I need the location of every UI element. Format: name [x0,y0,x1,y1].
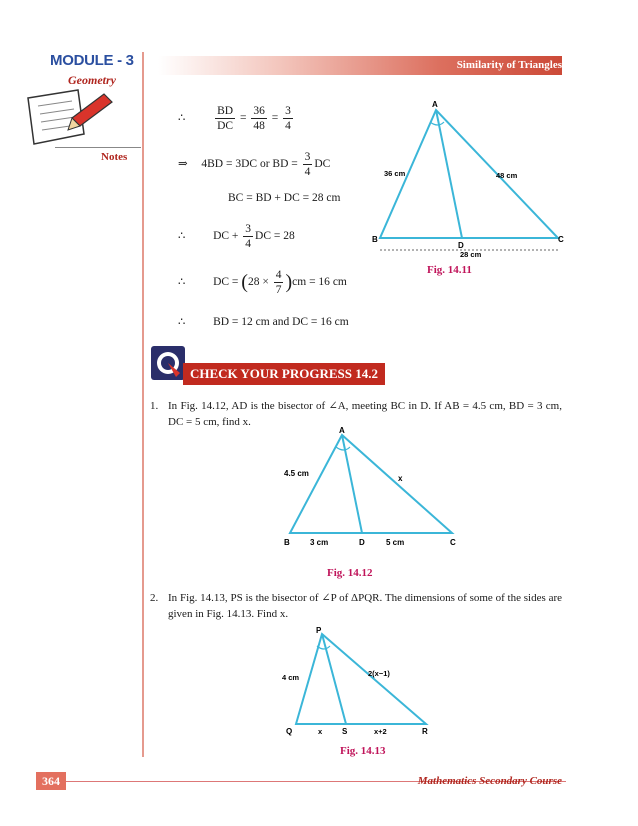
fig12-label-ac: x [398,474,403,483]
progress-check-icon [150,345,186,381]
page-number: 364 [36,772,66,790]
fig12-vertex-a: A [339,426,345,435]
fig11-caption: Fig. 14.11 [427,264,472,276]
fig11-label-bc: 28 cm [460,250,482,259]
fig13-vertex-q: Q [286,727,293,736]
solution-line-2: ⇒ 4BD = 3DC or BD = $\frac{3}{4}$ DC [178,151,331,178]
module-label: MODULE - 3 [50,52,134,69]
figure-14-13 [278,624,438,739]
fig12-label-ab: 4.5 cm [284,469,309,478]
solution-line-6: ∴ BD = 12 cm and DC = 16 cm [178,316,349,328]
fig11-vertex-a: A [432,100,438,109]
fig13-label-qs: x [318,727,323,736]
fig11-label-ab: 36 cm [384,169,406,178]
solution-line-5: ∴ DC = (28 × $\frac{4}{7}$ )cm = 16 cm [178,269,347,296]
notes-underline [55,147,141,148]
fig12-vertex-d: D [359,538,365,547]
fig11-vertex-b: B [372,235,378,244]
fig13-vertex-s: S [342,727,348,736]
fig11-vertex-d: D [458,241,464,250]
margin-divider [142,52,144,757]
fig13-label-sr: x+2 [374,727,387,736]
fig13-label-pq: 4 cm [282,673,300,682]
question-1: 1. In Fig. 14.12, AD is the bisector of ∠A, meeting BC in D. If AB = 4.5 cm, BD = 3 cm, DC = 5 cm, find x. [150,400,562,428]
solution-line-4: ∴ DC + $\frac{3}{4}$ DC = 28 [178,223,295,250]
solution-line-3: BC = BD + DC = 28 cm [228,192,341,204]
notes-pencil-icon [22,88,117,150]
chapter-title: Similarity of Triangles [456,59,562,71]
fig13-label-pr: 2(x−1) [368,669,390,678]
check-progress-title: CHECK YOUR PROGRESS 14.2 [183,363,385,385]
fig12-vertex-c: C [450,538,456,547]
fig12-label-bd: 3 cm [310,538,329,547]
figure-14-12 [278,425,468,555]
fig13-vertex-p: P [316,626,322,635]
question-2: 2. In Fig. 14.13, PS is the bisector of ∠P of ΔPQR. The dimensions of some of the sides are given in Fig. 14.13. Find x. [150,592,562,620]
figure-14-11 [368,98,568,263]
book-title: Mathematics Secondary Course [417,775,562,787]
fig12-caption: Fig. 14.12 [327,567,373,579]
subject-label: Geometry [68,73,116,87]
notes-label: Notes [101,151,128,163]
fig11-vertex-c: C [558,235,564,244]
fig11-label-ac: 48 cm [496,171,518,180]
fig13-vertex-r: R [422,727,428,736]
solution-line-1: ∴ $\frac{BD}{DC}$ = $\frac{36}{48}$ = $\frac{3}{4}$ [178,105,291,132]
fig13-caption: Fig. 14.13 [340,745,386,757]
fig12-label-dc: 5 cm [386,538,405,547]
fig12-vertex-b: B [284,538,290,547]
